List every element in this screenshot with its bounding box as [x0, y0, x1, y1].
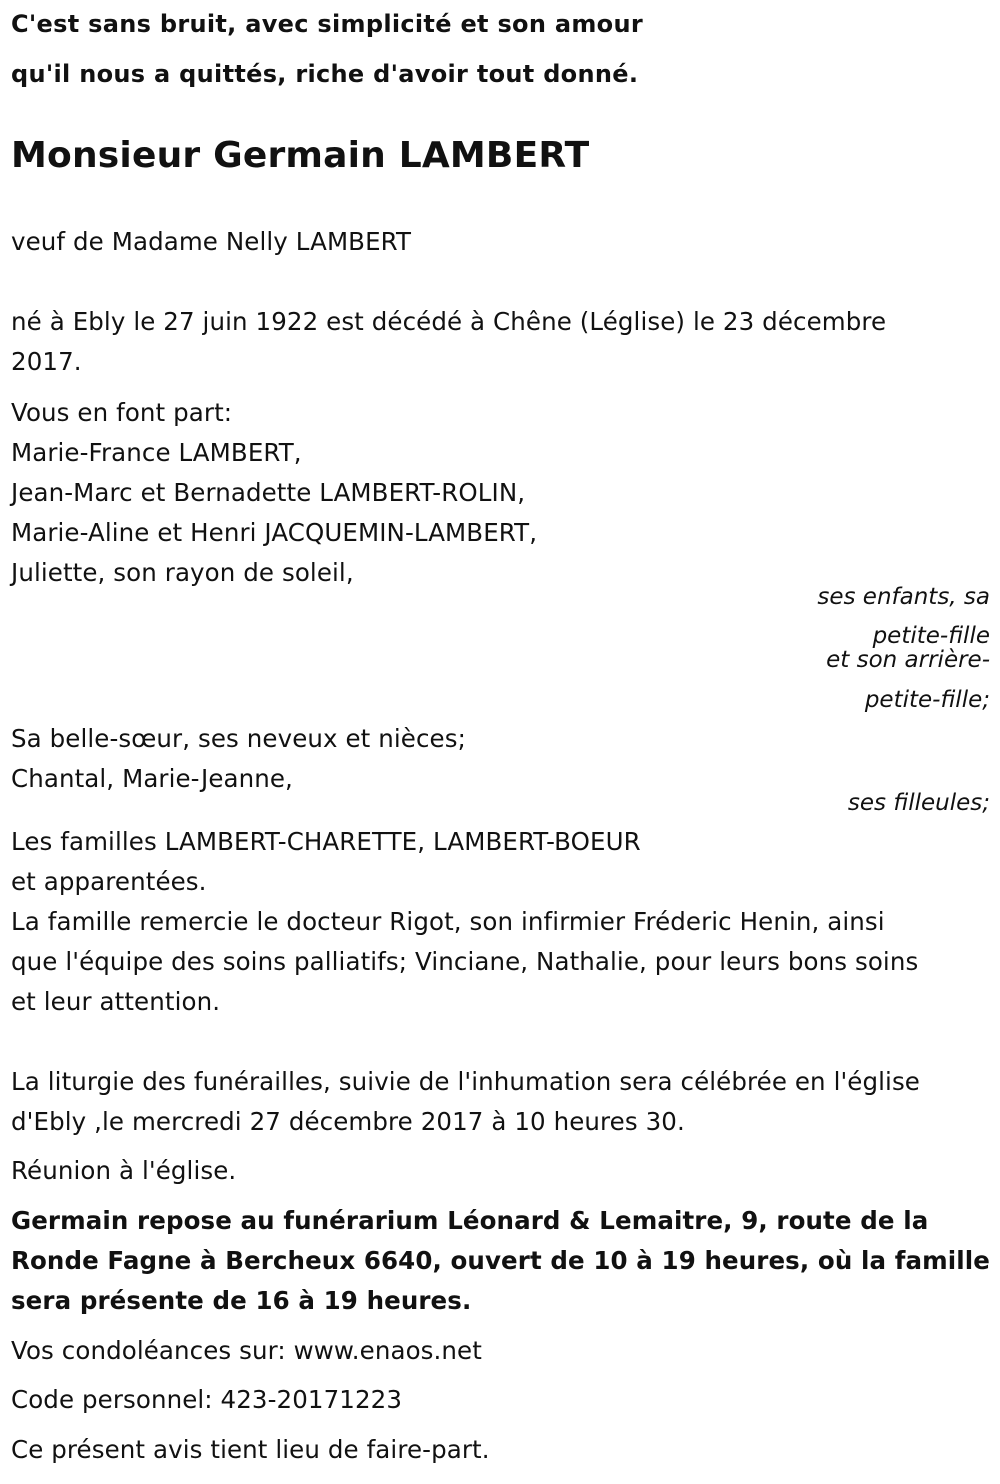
repose-line: Germain repose au funérarium Léonard & Lemaitre, 9, route de la [11, 1206, 929, 1235]
intro-quote-line-2: qu'il nous a quittés, riche d'avoir tout donné. [11, 60, 639, 88]
children-role-line: ses enfants, sa [817, 584, 990, 610]
birth-death-line-2: 2017. [11, 347, 82, 376]
birth-death-line-1: né à Ebly le 27 juin 1922 est décédé à Chêne (Léglise) le 23 décembre [11, 307, 887, 336]
sister-in-law-line: Sa belle-sœur, ses neveux et nièces; [11, 724, 466, 753]
intro-quote-line-1: C'est sans bruit, avec simplicité et son amour [11, 10, 643, 38]
liturgy-line: La liturgie des funérailles, suivie de l'inhumation sera célébrée en l'église [11, 1067, 920, 1096]
thanks-line: que l'équipe des soins palliatifs; Vinciane, Nathalie, pour leurs bons soins [11, 947, 919, 976]
children-role-line: petite-fille [872, 623, 990, 649]
repose-line: sera présente de 16 à 19 heures. [11, 1286, 472, 1315]
children-role-line: petite-fille; [864, 687, 990, 713]
personal-code-line: Code personnel: 423-20171223 [11, 1385, 403, 1414]
families-line-2: et apparentées. [11, 867, 207, 896]
child-line: Marie-France LAMBERT, [11, 438, 302, 467]
families-line-1: Les familles LAMBERT-CHARETTE, LAMBERT-BOEUR [11, 827, 641, 856]
goddaughters-role: ses filleules; [847, 790, 990, 816]
condolences-line: Vos condoléances sur: www.enaos.net [11, 1336, 482, 1365]
notice-line: Ce présent avis tient lieu de faire-part. [11, 1435, 490, 1464]
child-line: Marie-Aline et Henri JACQUEMIN-LAMBERT, [11, 518, 538, 547]
thanks-line: La famille remercie le docteur Rigot, son infirmier Fréderic Henin, ainsi [11, 907, 885, 936]
announce-line: Vous en font part: [11, 398, 233, 427]
deceased-name: Monsieur Germain LAMBERT [11, 135, 590, 176]
meeting-line: Réunion à l'église. [11, 1156, 237, 1185]
widow-line: veuf de Madame Nelly LAMBERT [11, 227, 412, 256]
child-line: Juliette, son rayon de soleil, [11, 558, 354, 587]
liturgy-line: d'Ebly ,le mercredi 27 décembre 2017 à 10 heures 30. [11, 1107, 685, 1136]
repose-line: Ronde Fagne à Bercheux 6640, ouvert de 10 à 19 heures, où la famille [11, 1246, 990, 1275]
children-role-line: et son arrière- [826, 647, 990, 673]
child-line: Jean-Marc et Bernadette LAMBERT-ROLIN, [11, 478, 526, 507]
goddaughters-line: Chantal, Marie-Jeanne, [11, 764, 293, 793]
thanks-line: et leur attention. [11, 987, 221, 1016]
